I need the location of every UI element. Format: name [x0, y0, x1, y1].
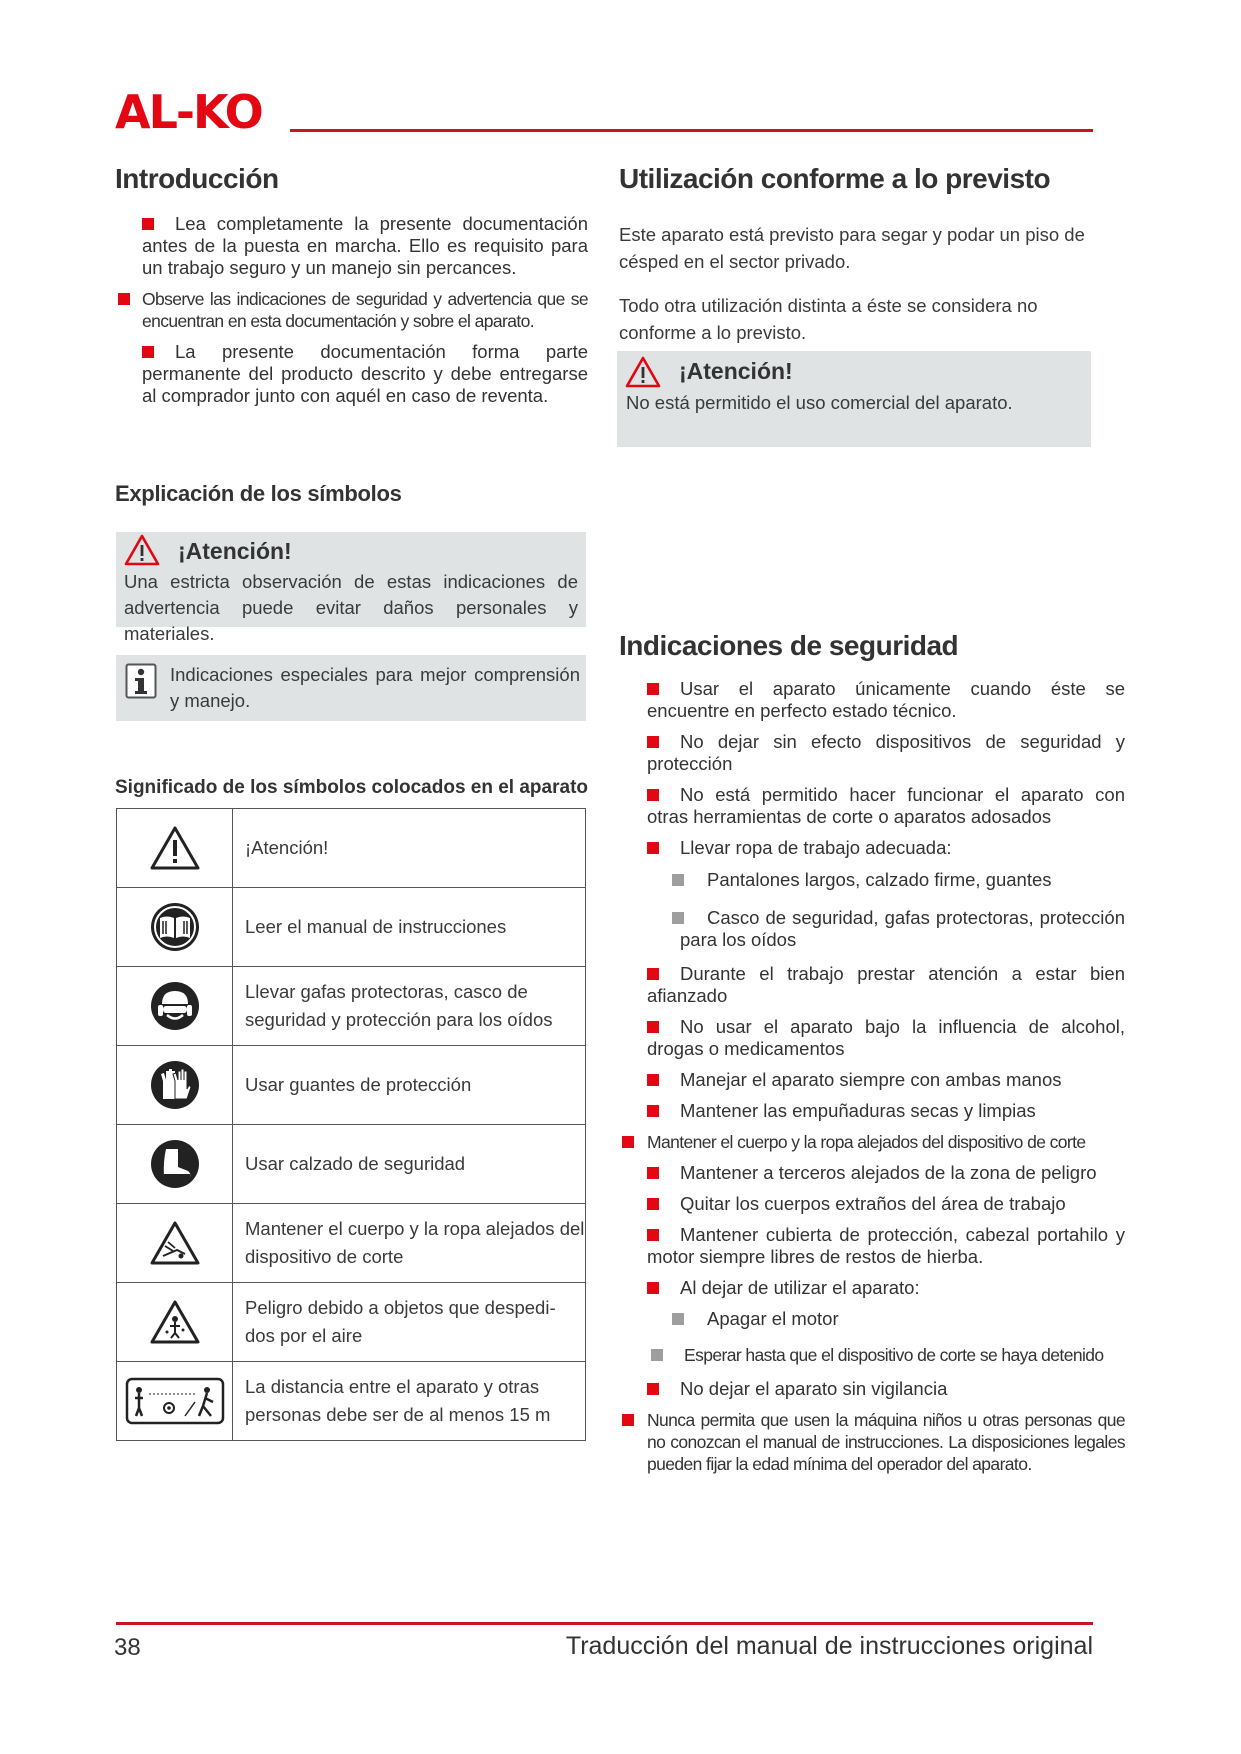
symbol-description: Usar guantes de protección [233, 1046, 586, 1125]
list-item: Mantener las empuñaduras secas y limpias [647, 1100, 1125, 1122]
goggles-helmet-ear-protection-icon [149, 980, 201, 1032]
list-item: Casco de seguridad, gafas protectoras, protección para los oídos [647, 907, 1125, 951]
device-symbols-table [116, 808, 586, 1441]
table-row [117, 888, 586, 967]
symbol-description: La distancia entre el aparato y otras personas debe ser de al menos 15 m [233, 1362, 586, 1441]
list-item: Usar el aparato únicamente cuando éste se encuentre en perfecto estado técnico. [647, 678, 1125, 721]
red-bullet-icon [647, 736, 659, 748]
list-item: Pantalones largos, calzado firme, guantes [647, 869, 1125, 891]
list-item: Llevar ropa de trabajo adecuada: [647, 837, 1125, 859]
grey-bullet-icon [672, 874, 684, 886]
red-bullet-icon [142, 346, 154, 358]
usage-warning-title: ¡Atención! [679, 358, 793, 384]
table-row [117, 1362, 586, 1441]
safety-distance-15m-icon [125, 1376, 225, 1426]
list-item: No dejar el aparato sin vigilancia [647, 1378, 1125, 1400]
red-bullet-icon [142, 218, 154, 230]
list-item: La presente documentación forma parte permanente del producto descrito y debe entregarse al comprador junto con aquél en caso de reventa. [142, 341, 588, 406]
warning-triangle-icon [124, 534, 160, 566]
list-item: No está permitido hacer funcionar el aparato con otras herramientas de corte o aparatos adosados [647, 784, 1125, 827]
read-manual-icon [149, 901, 201, 953]
symbol-description: Leer el manual de instrucciones [233, 888, 586, 967]
symbol-description: Mantener el cuerpo y la ropa alejados del dispositivo de corte [233, 1204, 586, 1283]
safety-title: Indicaciones de seguridad [619, 630, 959, 661]
list-item: No usar el aparato bajo la influencia de alcohol, drogas o medicamentos [647, 1016, 1125, 1059]
table-row [117, 1204, 586, 1283]
device-symbols-title: Significado de los símbolos colocados en el aparato [115, 777, 588, 798]
info-box [116, 655, 586, 721]
grey-bullet-icon [672, 912, 684, 924]
red-bullet-icon [647, 1383, 659, 1395]
footer-title: Traducción del manual de instrucciones original [565, 1632, 1093, 1660]
red-bullet-icon [647, 1229, 659, 1241]
usage-warning-text: No está permitido el uso comercial del aparato. [626, 392, 1013, 413]
header-rule [290, 129, 1093, 132]
warning-triangle-icon [625, 356, 661, 388]
cutting-device-hazard-icon [149, 1220, 201, 1266]
info-icon [125, 663, 157, 699]
red-bullet-icon [647, 683, 659, 695]
list-item: Mantener cubierta de protección, cabezal portahilo y motor siempre libres de restos de hierba. [647, 1224, 1125, 1267]
red-bullet-icon [647, 1198, 659, 1210]
list-item: Mantener a terceros alejados de la zona de peligro [647, 1162, 1125, 1184]
red-bullet-icon [647, 842, 659, 854]
red-bullet-icon [647, 1074, 659, 1086]
safety-list [647, 678, 1125, 1484]
red-bullet-icon [622, 1414, 634, 1426]
table-row [117, 809, 586, 888]
symbols-explanation-title: Explicación de los símbolos [115, 481, 402, 506]
symbols-warning-title: ¡Atención! [178, 538, 292, 564]
list-item: Al dejar de utilizar el aparato: [647, 1277, 1125, 1299]
intro-title: Introducción [115, 163, 279, 194]
warning-triangle-icon [149, 825, 201, 871]
red-bullet-icon [647, 1167, 659, 1179]
list-item: Lea completamente la presente documentación antes de la puesta en marcha. Ello es requisito para un trabajo seguro y un manejo sin percances. [142, 213, 588, 278]
list-item: No dejar sin efecto dispositivos de seguridad y protección [647, 731, 1125, 774]
list-item: Manejar el aparato siempre con ambas manos [647, 1069, 1125, 1091]
page-number: 38 [114, 1634, 141, 1661]
list-item: Nunca permita que usen la máquina niños u otras personas que no conozcan el manual de instrucciones. La disposiciones legales pueden fijar la edad mínima del operador del aparato. [622, 1409, 1125, 1475]
symbols-warning-text: Una estricta observación de estas indicaciones de advertencia puede evitar daños personales y materiales. [124, 571, 578, 644]
red-bullet-icon [622, 1136, 634, 1148]
thrown-objects-hazard-icon [149, 1299, 201, 1345]
list-item: Durante el trabajo prestar atención a estar bien afianzado [647, 963, 1125, 1006]
red-bullet-icon [647, 1282, 659, 1294]
table-row [117, 1046, 586, 1125]
symbol-description: Usar calzado de seguridad [233, 1125, 586, 1204]
symbol-description: Peligro debido a objetos que despedi- dos por el aire [233, 1283, 586, 1362]
table-row [117, 967, 586, 1046]
list-item: Quitar los cuerpos extraños del área de trabajo [647, 1193, 1125, 1215]
symbol-description: ¡Atención! [233, 809, 586, 888]
table-row [117, 1125, 586, 1204]
usage-paragraph-1: Este aparato está previsto para segar y podar un piso de césped en el sector privado. [619, 224, 1085, 272]
alko-logo: AL-KO [115, 85, 262, 139]
red-bullet-icon [647, 968, 659, 980]
list-item: Apagar el motor [647, 1308, 1125, 1330]
red-bullet-icon [647, 1021, 659, 1033]
table-row [117, 1283, 586, 1362]
list-item: Mantener el cuerpo y la ropa alejados del dispositivo de corte [622, 1131, 1125, 1153]
footer-rule [116, 1622, 1093, 1625]
red-bullet-icon [647, 1105, 659, 1117]
symbols-warning-box [116, 532, 586, 644]
usage-title: Utilización conforme a lo previsto [619, 163, 1051, 194]
grey-bullet-icon [651, 1349, 663, 1361]
usage-warning-box [617, 351, 1091, 447]
list-item: Esperar hasta que el dispositivo de corte se haya detenido [647, 1344, 1125, 1366]
usage-paragraph-2: Todo otra utilización distinta a éste se considera no conforme a lo previsto. [619, 295, 1038, 343]
info-text: Indicaciones especiales para mejor comprensión y manejo. [170, 664, 580, 711]
grey-bullet-icon [672, 1313, 684, 1325]
list-item: Observe las indicaciones de seguridad y advertencia que se encuentran en esta documentación y sobre el aparato. [142, 288, 588, 332]
protective-gloves-icon [149, 1059, 201, 1111]
red-bullet-icon [647, 789, 659, 801]
red-bullet-icon [118, 293, 130, 305]
symbol-description: Llevar gafas protectoras, casco de seguridad y protección para los oídos [233, 967, 586, 1046]
intro-list [142, 213, 588, 416]
safety-boots-icon [149, 1138, 201, 1190]
